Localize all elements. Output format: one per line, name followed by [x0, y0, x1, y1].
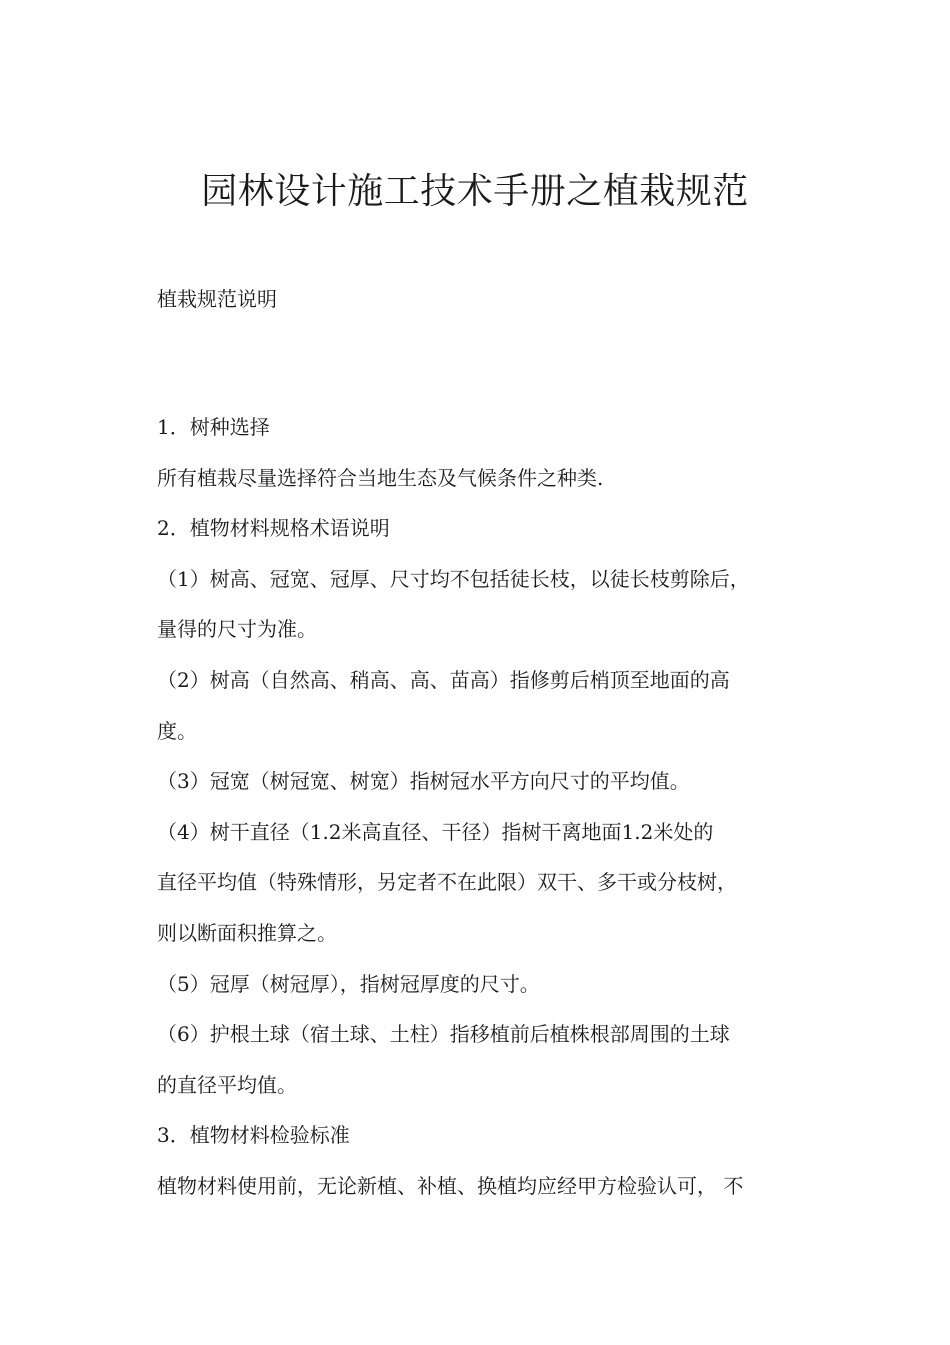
paragraph-line: （4）树干直径（1.2米高直径、干径）指树干离地面1.2米处的	[157, 819, 714, 844]
heading-inspection-standard: 3．植物材料检验标准	[157, 1123, 350, 1148]
paragraph-line: （1）树高、冠宽、冠厚、尺寸均不包括徒长枝，以徒长枝剪除后，	[157, 566, 750, 591]
paragraph-line: （5）冠厚（树冠厚），指树冠厚度的尺寸。	[157, 971, 540, 996]
heading-material-terms: 2．植物材料规格术语说明	[157, 516, 390, 541]
paragraph-line: 的直径平均值。	[157, 1072, 297, 1097]
paragraph-line: 度。	[157, 718, 197, 743]
paragraph-line: 植物材料使用前，无论新植、补植、换植均应经甲方检验认可， 不	[157, 1173, 744, 1198]
paragraph-line: （6）护根土球（宿土球、土柱）指移植前后植株根部周围的土球	[157, 1022, 730, 1047]
paragraph-line: 量得的尺寸为准。	[157, 617, 317, 642]
paragraph-line: （2）树高（自然高、稍高、高、苗高）指修剪后梢顶至地面的高	[157, 667, 730, 692]
page-title: 园林设计施工技术手册之植栽规范	[201, 171, 749, 212]
heading-tree-selection: 1．树种选择	[157, 415, 270, 439]
section-heading: 植栽规范说明	[157, 287, 277, 311]
paragraph-line: 则以断面积推算之。	[157, 920, 337, 945]
paragraph-line: （3）冠宽（树冠宽、树宽）指树冠水平方向尺寸的平均值。	[157, 769, 690, 794]
paragraph-line: 直径平均值（特殊情形，另定者不在此限）双干、多干或分枝树，	[157, 870, 737, 895]
paragraph-line: 所有植栽尽量选择符合当地生态及气候条件之种类.	[157, 465, 604, 490]
body-text	[157, 402, 797, 1212]
